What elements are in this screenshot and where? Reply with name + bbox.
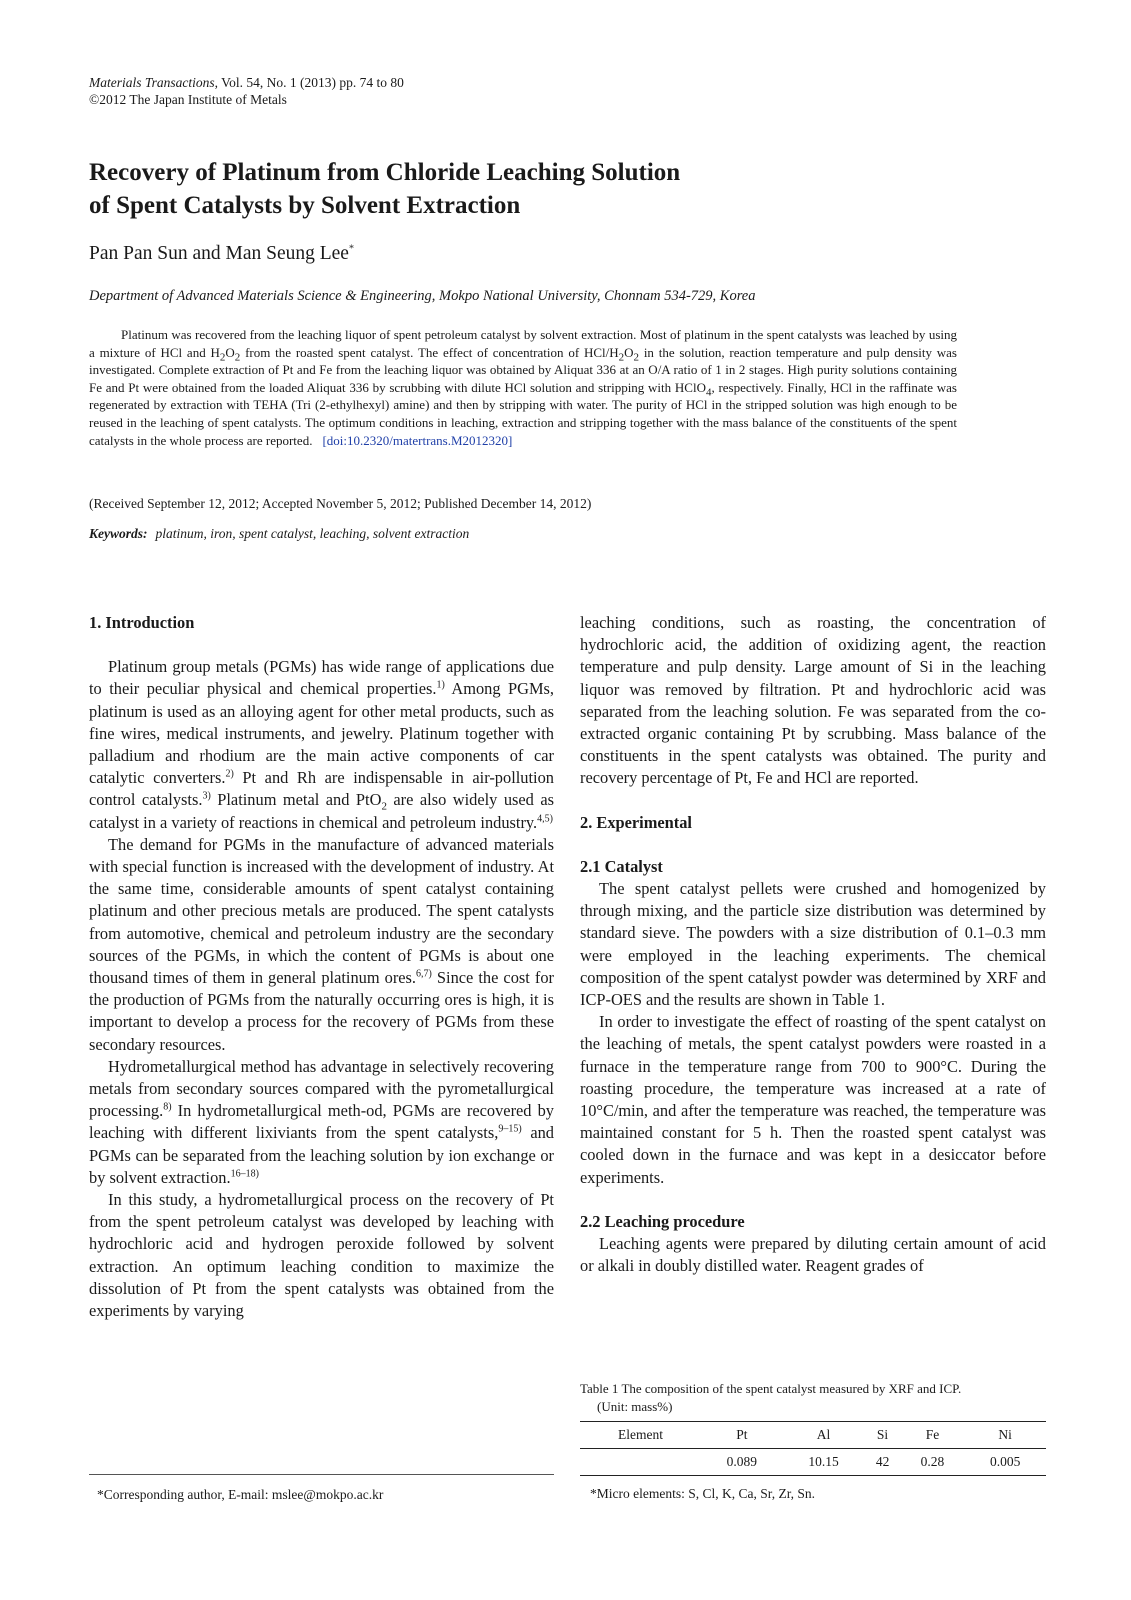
subscript: 2 — [234, 351, 241, 364]
citation-ref: 4,5) — [537, 813, 554, 825]
subscript: 2 — [381, 800, 387, 813]
table-cell: 42 — [864, 1449, 900, 1476]
citation-ref: 1) — [436, 679, 445, 691]
table-header: Pt — [701, 1422, 783, 1449]
paragraph — [89, 656, 554, 834]
subscript: 2 — [618, 351, 625, 364]
text: and PGMs can be separated from the leaching solution by ion exchange or by solvent extraction. — [89, 1123, 554, 1187]
citation-ref: 6,7) — [416, 968, 432, 980]
keywords-list: platinum, iron, spent catalyst, leaching, solvent extraction — [155, 526, 470, 541]
text: Platinum group metals (PGMs) has wide range of applications due to their peculiar physical and chemical properties. — [89, 657, 554, 699]
text: are also widely used as catalyst in a variety of reactions in chemical and petroleum industry. — [89, 790, 554, 832]
text: Platinum metal and PtO — [210, 790, 382, 810]
paragraph — [89, 1056, 554, 1189]
paper-title — [89, 156, 809, 222]
text: The demand for PGMs in the manufacture of advanced materials with special function is increased with the development of industry. At the same time, considerable amounts of spent catalyst containing platinum and other precious metals are produced. The spent catalysts from automotive, chemical and petroleum industry are the secondary sources of the PGMs, in which the content of PGMs is about one thousand times of them in general platinum ores. — [89, 834, 554, 988]
keywords-label: Keywords: — [89, 526, 148, 541]
paragraph: leaching conditions, such as roasting, the concentration of hydrochloric acid, the addition of oxidizing agent, the reaction temperature and pulp density. Large amount of Si in the leaching liquor was removed by filtration. Pt and hydrochloric acid was separated from the leaching solution. Fe was separated from the co-extracted organic containing Pt by scrubbing. Mass balance of the constituents in the spent catalysts was obtained. The purity and recovery percentage of Pt, Fe and HCl are reported. — [580, 613, 1046, 788]
abstract-text: Platinum was recovered from the leaching liquor of spent petroleum catalyst by solvent extraction. Most of platinum in the spent catalysts was leached by using a mixture of HCl and H — [89, 327, 957, 360]
subsection-heading-leaching: 2.2 Leaching procedure — [580, 1211, 745, 1231]
right-column — [580, 612, 1046, 1277]
abstract-text: O — [624, 344, 634, 360]
citation-ref: 9–15) — [498, 1124, 522, 1135]
journal-header — [89, 74, 404, 108]
footnote-divider — [89, 1474, 554, 1475]
table-cell: 0.005 — [964, 1449, 1046, 1476]
text: Pt and Rh are indispensable in air-pollution control catalysts. — [89, 768, 555, 810]
doi-link[interactable]: [doi:10.2320/matertrans.M2012320] — [322, 432, 513, 448]
text: Since the cost for the production of PGMs from the naturally occurring ores is high, it is important to develop a process for the recovery of PGMs from these secondary resources. — [89, 968, 554, 1054]
text: Among PGMs, platinum is used as an alloying agent for other metal products, such as fine wires, medical instruments, and jewelry. Platinum together with palladium and rhodium are the main active components of car catalytic converters. — [89, 679, 555, 788]
table-caption — [580, 1380, 1050, 1415]
abstract-text: in the solution, reaction temperature and pulp density was investigated. Complete extraction of Pt and Fe from the leaching liquor was obtained by Aliquat 336 at an O/A ratio of 1 in 2 stages. High purity solutions containing Fe and Pt were obtained from the loaded Aliquat 336 by scrubbing with dilute HCl solution and stripping with HClO — [89, 344, 957, 395]
abstract-text: O — [225, 344, 235, 360]
table-cell: 0.28 — [901, 1449, 965, 1476]
author-mark: * — [348, 243, 354, 255]
subsection-heading-catalyst: 2.1 Catalyst — [580, 856, 663, 876]
abstract — [89, 326, 957, 449]
subscript: 2 — [633, 351, 640, 364]
citation-ref: 2) — [225, 768, 234, 780]
journal-name: Materials Transactions — [89, 75, 215, 90]
paragraph: The spent catalyst pellets were crushed and homogenized by through mixing, and the particle size distribution was determined by standard sieve. The powders with a size distribution of 0.1–0.3 mm were employed in the leaching experiments. The chemical composition of the spent catalyst powder was determined by XRF and ICP-OES and the results are shown in Table 1. — [580, 879, 1046, 1010]
citation-ref: 16–18) — [230, 1168, 259, 1180]
abstract-text: , respectively. Finally, HCl in the raffinate was regenerated by extraction with TEHA (Tri (2-ethylhexyl) amine) and then by stripping with water. The purity of HCl in the stripped solution was high enough to be reused in the leaching of spent catalysts. The optimum conditions in leaching, extraction and stripping together with the mass balance of the constituents of the spent catalysts in the whole process are reported. — [89, 379, 957, 448]
caption-line: Table 1 The composition of the spent catalyst measured by XRF and ICP. — [580, 1381, 962, 1396]
text: In hydrometallurgical meth-od, PGMs are recovered by leaching with different lixiviants from the spent catalysts, — [89, 1101, 554, 1143]
table-cell — [580, 1449, 701, 1476]
left-column — [89, 612, 554, 1322]
table-cell: 0.089 — [701, 1449, 783, 1476]
authors-text: Pan Pan Sun and Man Seung Lee — [89, 243, 349, 264]
section-heading-introduction: 1. Introduction — [89, 613, 195, 632]
table-header-row — [580, 1422, 1046, 1449]
caption-line: (Unit: mass%) — [597, 1398, 673, 1414]
section-heading-experimental: 2. Experimental — [580, 812, 692, 832]
citation-ref: 3) — [202, 790, 211, 802]
paragraph — [89, 834, 554, 1056]
author-list — [89, 243, 354, 265]
composition-table — [580, 1421, 1046, 1476]
table-header: Al — [783, 1422, 865, 1449]
table-header: Si — [864, 1422, 900, 1449]
keywords — [89, 526, 469, 542]
paragraph: In this study, a hydrometallurgical process on the recovery of Pt from the spent petroleum catalyst was developed by leaching with hydrochloric acid and hydrogen peroxide followed by solvent extraction. An optimum leaching condition to maximize the dissolution of Pt from the spent catalysts was obtained from the experiments by varying — [89, 1190, 554, 1321]
paragraph: In order to investigate the effect of roasting of the spent catalyst on the leaching of metals, the spent catalyst powders were roasted in a furnace in the temperature range from 700 to 900°C. During the roasting procedure, the temperature was increased at a rate of 10°C/min, and after the temperature was reached, the temperature was maintained constant for 5 h. Then the roasted spent catalyst was cooled down in the furnace and was kept in a desiccator before experiments. — [580, 1012, 1046, 1187]
table-header: Element — [580, 1422, 701, 1449]
abstract-text: from the roasted spent catalyst. The effect of concentration of HCl/H — [240, 344, 619, 360]
title-line-2: of Spent Catalysts by Solvent Extraction — [89, 192, 521, 219]
publication-dates: (Received September 12, 2012; Accepted November 5, 2012; Published December 14, 2012) — [89, 496, 592, 511]
title-line-1: Recovery of Platinum from Chloride Leaching Solution — [89, 159, 681, 186]
table-note: *Micro elements: S, Cl, K, Ca, Sr, Zr, Sn. — [590, 1486, 816, 1501]
footnote: *Corresponding author, E-mail: mslee@mokpo.ac.kr — [97, 1487, 384, 1502]
table-row — [580, 1449, 1046, 1476]
paragraph: Leaching agents were prepared by diluting certain amount of acid or alkali in doubly distilled water. Reagent grades of — [580, 1234, 1046, 1276]
journal-citation: , Vol. 54, No. 1 (2013) pp. 74 to 80 — [214, 75, 404, 90]
subscript: 4 — [705, 386, 712, 399]
copyright-line: ©2012 The Japan Institute of Metals — [89, 92, 287, 107]
citation-ref: 8) — [163, 1101, 172, 1113]
text: Hydrometallurgical method has advantage in selectively recovering metals from secondary sources compared with the pyrometallurgical processing. — [89, 1056, 554, 1121]
table-header: Ni — [964, 1422, 1046, 1449]
table-header: Fe — [901, 1422, 965, 1449]
affiliation: Department of Advanced Materials Science & Engineering, Mokpo National University, Chonnam 534-729, Korea — [89, 288, 756, 304]
table-cell: 10.15 — [783, 1449, 865, 1476]
subscript: 2 — [219, 351, 226, 364]
